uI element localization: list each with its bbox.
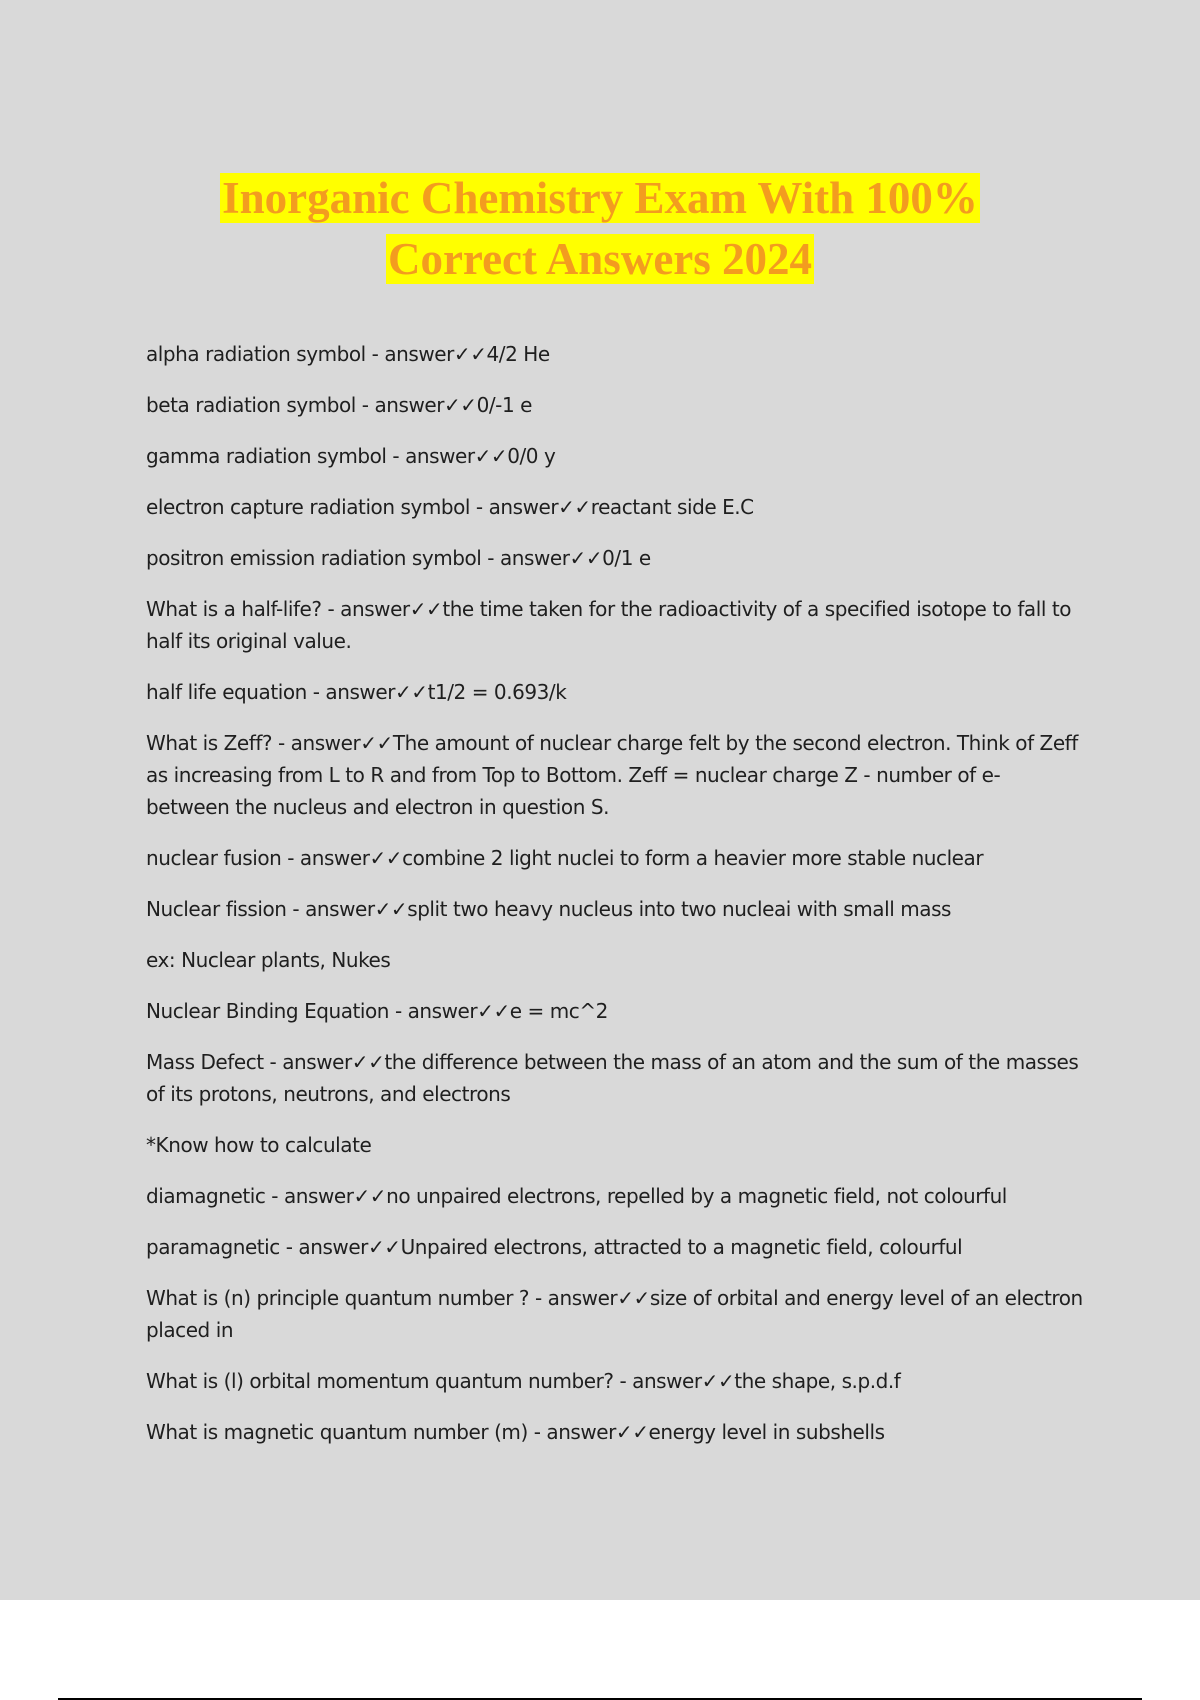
qa-item: What is magnetic quantum number (m) - answer✓✓energy level in subshells <box>146 1420 885 1444</box>
qa-item: Mass Defect - answer✓✓the difference between the mass of an atom and the sum of the masses of its protons, neutrons, and electrons <box>146 1050 1079 1106</box>
qa-list <box>146 338 1086 1467</box>
qa-item: What is Zeff? - answer✓✓The amount of nuclear charge felt by the second electron. Think of Zeff as increasing from L to R and from Top to Bottom. Zeff = nuclear charge Z - number of e- between the nucleus and electron in question S. <box>146 731 1078 819</box>
qa-item: half life equation - answer✓✓t1/2 = 0.693/k <box>146 680 567 704</box>
qa-item: gamma radiation symbol - answer✓✓0/0 y <box>146 444 556 468</box>
qa-item: What is (l) orbital momentum quantum number? - answer✓✓the shape, s.p.d.f <box>146 1369 901 1393</box>
qa-item: Nuclear Binding Equation - answer✓✓e = mc^2 <box>146 999 608 1023</box>
title-line-1: Inorganic Chemistry Exam With 100% <box>222 173 978 223</box>
qa-item: positron emission radiation symbol - answer✓✓0/1 e <box>146 546 651 570</box>
qa-item: electron capture radiation symbol - answer✓✓reactant side E.C <box>146 495 754 519</box>
qa-item: alpha radiation symbol - answer✓✓4/2 He <box>146 342 550 366</box>
qa-item: What is a half-life? - answer✓✓the time taken for the radioactivity of a specified isotope to fall to half its original value. <box>146 597 1072 653</box>
qa-item: *Know how to calculate <box>146 1133 372 1157</box>
qa-item: What is (n) principle quantum number ? - answer✓✓size of orbital and energy level of an electron placed in <box>146 1286 1083 1342</box>
document-title <box>0 168 1200 290</box>
qa-item: paramagnetic - answer✓✓Unpaired electrons, attracted to a magnetic field, colourful <box>146 1235 963 1259</box>
title-line-2: Correct Answers 2024 <box>387 234 813 284</box>
qa-item: beta radiation symbol - answer✓✓0/-1 e <box>146 393 532 417</box>
qa-item: ex: Nuclear plants, Nukes <box>146 948 391 972</box>
qa-item: diamagnetic - answer✓✓no unpaired electrons, repelled by a magnetic field, not colourful <box>146 1184 1007 1208</box>
qa-item: nuclear fusion - answer✓✓combine 2 light nuclei to form a heavier more stable nuclear <box>146 846 984 870</box>
qa-item: Nuclear fission - answer✓✓split two heavy nucleus into two nucleai with small mass <box>146 897 952 921</box>
